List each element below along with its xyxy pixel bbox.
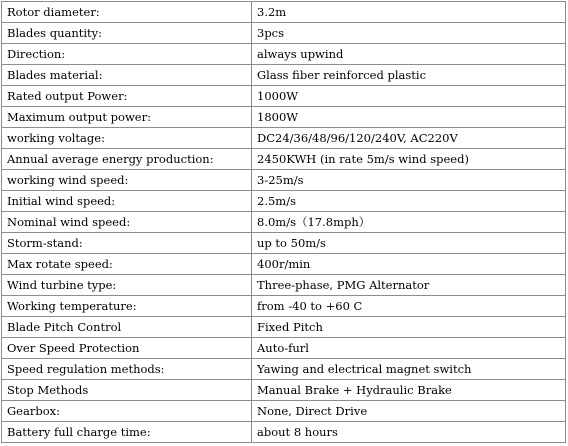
spec-label: Nominal wind speed: xyxy=(2,212,252,233)
spec-label: Battery full charge time: xyxy=(2,422,252,443)
spec-value: 2.5m/s xyxy=(252,191,566,212)
spec-table xyxy=(1,1,566,443)
spec-value: DC24/36/48/96/120/240V, AC220V xyxy=(252,128,566,149)
table-row xyxy=(2,296,566,317)
table-row xyxy=(2,86,566,107)
table-row xyxy=(2,233,566,254)
table-row xyxy=(2,359,566,380)
spec-label: Stop Methods xyxy=(2,380,252,401)
spec-label: working wind speed: xyxy=(2,170,252,191)
spec-value: 3.2m xyxy=(252,2,566,23)
spec-value: 3pcs xyxy=(252,23,566,44)
table-row xyxy=(2,128,566,149)
spec-label: Annual average energy production: xyxy=(2,149,252,170)
spec-label: Blades quantity: xyxy=(2,23,252,44)
spec-label: Storm-stand: xyxy=(2,233,252,254)
table-row xyxy=(2,23,566,44)
table-row xyxy=(2,107,566,128)
spec-value: None, Direct Drive xyxy=(252,401,566,422)
spec-label: Over Speed Protection xyxy=(2,338,252,359)
spec-label: Blade Pitch Control xyxy=(2,317,252,338)
spec-value: always upwind xyxy=(252,44,566,65)
spec-label: Speed regulation methods: xyxy=(2,359,252,380)
spec-value: 1800W xyxy=(252,107,566,128)
table-row xyxy=(2,275,566,296)
spec-label: Max rotate speed: xyxy=(2,254,252,275)
spec-label: Rotor diameter: xyxy=(2,2,252,23)
table-row xyxy=(2,191,566,212)
table-row xyxy=(2,65,566,86)
table-row xyxy=(2,2,566,23)
spec-value: from -40 to +60 C xyxy=(252,296,566,317)
spec-value: 3-25m/s xyxy=(252,170,566,191)
table-row xyxy=(2,338,566,359)
spec-value: Yawing and electrical magnet switch xyxy=(252,359,566,380)
table-row xyxy=(2,401,566,422)
spec-value: up to 50m/s xyxy=(252,233,566,254)
table-row xyxy=(2,212,566,233)
spec-label: Direction: xyxy=(2,44,252,65)
spec-value: Glass fiber reinforced plastic xyxy=(252,65,566,86)
spec-label: Gearbox: xyxy=(2,401,252,422)
spec-label: Initial wind speed: xyxy=(2,191,252,212)
spec-label: Working temperature: xyxy=(2,296,252,317)
spec-label: Maximum output power: xyxy=(2,107,252,128)
table-row xyxy=(2,170,566,191)
table-row xyxy=(2,254,566,275)
spec-label: Wind turbine type: xyxy=(2,275,252,296)
table-row xyxy=(2,422,566,443)
spec-value: 1000W xyxy=(252,86,566,107)
spec-value: 400r/min xyxy=(252,254,566,275)
spec-value: Auto-furl xyxy=(252,338,566,359)
spec-value: 2450KWH (in rate 5m/s wind speed) xyxy=(252,149,566,170)
spec-label: Rated output Power: xyxy=(2,86,252,107)
spec-label: Blades material: xyxy=(2,65,252,86)
table-row xyxy=(2,317,566,338)
spec-value: Three-phase, PMG Alternator xyxy=(252,275,566,296)
spec-value: about 8 hours xyxy=(252,422,566,443)
spec-value: Manual Brake + Hydraulic Brake xyxy=(252,380,566,401)
spec-value: Fixed Pitch xyxy=(252,317,566,338)
table-row xyxy=(2,149,566,170)
spec-label: working voltage: xyxy=(2,128,252,149)
table-row xyxy=(2,380,566,401)
spec-value: 8.0m/s（17.8mph） xyxy=(252,212,566,233)
table-row xyxy=(2,44,566,65)
